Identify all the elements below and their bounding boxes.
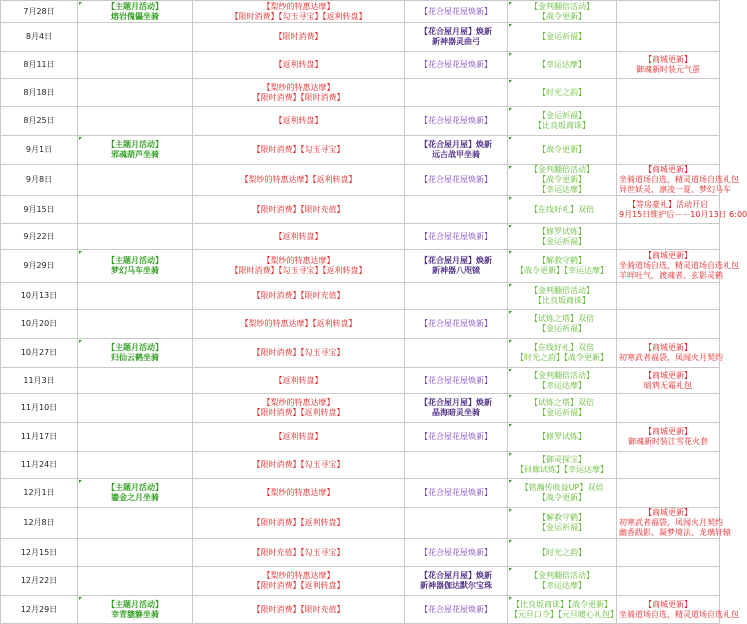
activity-cell: [508, 394, 617, 423]
promo-cell: [193, 567, 405, 596]
theme-cell: [78, 423, 193, 452]
shop-line: 坐骑道场自选，精灵道场自选礼包: [619, 261, 739, 270]
promo-line: 【返利转盘】: [274, 432, 323, 441]
activity-line: 【金判翻倍活动】: [530, 165, 594, 174]
date-cell: 11月10日: [1, 394, 78, 423]
theme-line: 归仙云鹤坐骑: [111, 353, 159, 362]
theme-cell: [78, 250, 193, 283]
promo-line: 【梨纱的特惠达摩】: [262, 256, 335, 265]
theme-cell: [78, 107, 193, 136]
shop-line: 【商城更新】: [644, 251, 692, 260]
theme-cell: [78, 394, 193, 423]
flower-line: 【花合屋花屋焕新】: [420, 547, 492, 557]
theme-line: 【主题月活动】: [107, 1, 163, 11]
flower-line: 【花合屋花屋焕新】: [420, 116, 492, 125]
date-cell: 12月8日: [1, 508, 78, 539]
flower-cell: [405, 394, 508, 423]
activity-line: 【金判翻倍活动】: [530, 1, 594, 11]
activity-line: 【战令更新】: [538, 493, 586, 502]
flower-line: 【花合屋月屋】焕新: [420, 256, 492, 265]
shop-cell: [617, 165, 739, 196]
flower-cell: [405, 107, 508, 136]
theme-cell: [78, 165, 193, 196]
shop-cell: [617, 452, 720, 479]
promo-cell: [193, 368, 405, 394]
activity-cell: [508, 596, 617, 624]
shop-cell: [617, 567, 720, 596]
date-cell: 11月24日: [1, 452, 78, 479]
flower-cell: [405, 452, 508, 479]
flower-cell: [405, 283, 508, 310]
shop-cell: [617, 394, 720, 423]
activity-line: 【幸运达摩】: [538, 60, 586, 69]
shop-cell: [617, 1, 720, 23]
shop-line: 【商城更新】: [644, 343, 692, 352]
flower-cell: [405, 224, 508, 250]
promo-line: 【梨纱的特惠达摩】: [262, 571, 335, 580]
activity-line: 【幸运达摩】: [538, 185, 586, 194]
shop-line: 【商城更新】: [644, 55, 692, 64]
activity-line: 【幸运达摩】: [538, 380, 586, 390]
shop-line: 初寒武者福袋，凤闻火月契约: [619, 518, 723, 527]
promo-line: 【限时消费】【勾玉寻宝】【返利转盘】: [230, 11, 367, 21]
shop-cell: [617, 539, 720, 567]
shop-cell: [617, 508, 731, 539]
activity-line: 【修罗试炼】: [538, 226, 586, 236]
theme-cell: [78, 539, 193, 567]
promo-line: 【限时消费】【勾玉寻宝】: [252, 145, 345, 154]
promo-line: 【梨纱的特惠达摩】: [262, 398, 335, 407]
activity-line: 【时光之韵】【战令更新】: [516, 353, 608, 362]
flower-line: 【花合屋花屋焕新】: [420, 60, 492, 69]
activity-cell: [508, 283, 617, 310]
promo-line: 【限时消费】【限时消费】: [252, 92, 345, 102]
promo-cell: [193, 596, 405, 624]
activity-line: 【解救守鹤】: [538, 256, 586, 265]
activity-cell: [508, 339, 617, 368]
schedule-body: [1, 1, 747, 624]
shop-line: 【商城更新】: [644, 165, 692, 174]
flower-line: 【花合屋花屋焕新】: [420, 604, 492, 614]
promo-cell: [193, 394, 405, 423]
activity-cell: [508, 136, 617, 165]
date-cell: 12月15日: [1, 539, 78, 567]
date-cell: 8月18日: [1, 79, 78, 107]
table-row: [1, 250, 720, 283]
theme-cell: [78, 224, 193, 250]
activity-line: 【战令更新】: [538, 11, 586, 21]
activity-line: 【在线好礼】双倍: [530, 343, 594, 352]
date-cell: 9月29日: [1, 250, 78, 283]
shop-line: 【商城更新】: [644, 370, 692, 380]
promo-line: 【梨纱的特惠达摩】: [262, 1, 335, 11]
promo-line: 【返利转盘】: [274, 116, 323, 125]
theme-cell: [78, 508, 193, 539]
promo-cell: [193, 196, 405, 224]
promo-line: 【梨纱的特惠达摩】: [262, 82, 335, 92]
promo-cell: [193, 1, 405, 23]
table-row: [1, 339, 720, 368]
table-row: [1, 165, 720, 196]
flower-cell: [405, 23, 508, 52]
promo-line: 【限时消费】【限时充值】: [252, 604, 345, 614]
date-cell: 12月22日: [1, 567, 78, 596]
promo-line: 【返利转盘】: [274, 231, 323, 241]
activity-line: 【元旦口令】【元旦暖心礼包】: [510, 609, 618, 619]
flower-line: 新神器灵曲弓: [432, 37, 480, 46]
activity-line: 【金判翻倍活动】: [530, 370, 594, 380]
theme-cell: [78, 339, 193, 368]
shop-cell: [617, 196, 747, 224]
activity-cell: [508, 539, 617, 567]
promo-cell: [193, 479, 405, 508]
table-row: [1, 136, 720, 165]
table-row: [1, 567, 720, 596]
flower-line: 【花合屋花屋焕新】: [420, 319, 492, 328]
flower-cell: [405, 508, 508, 539]
shop-cell: [617, 52, 720, 79]
activity-line: 【在线好礼】双倍: [530, 204, 594, 214]
activity-line: 【金运祈福】: [538, 111, 586, 120]
theme-cell: [78, 596, 193, 624]
activity-line: 【回廊试炼】【幸运达摩】: [516, 465, 608, 474]
shop-line: 坐骑道场自选，精灵道场自选礼包: [619, 175, 739, 184]
theme-line: 【主题月活动】: [107, 343, 163, 352]
activity-cell: [508, 310, 617, 339]
shop-line: 幽香践影、凝梦境法、龙璃轩辕: [619, 528, 731, 537]
theme-cell: [78, 52, 193, 79]
theme-line: 梦幻马车坐骑: [111, 266, 159, 275]
shop-line: 坐骑道场自选，精灵道场自选礼包: [619, 609, 739, 619]
promo-line: 【返利转盘】: [274, 375, 323, 385]
promo-cell: [193, 52, 405, 79]
activity-line: 【战令更新】【幸运达摩】: [516, 266, 608, 275]
table-row: [1, 508, 720, 539]
table-row: [1, 423, 720, 452]
flower-line: 【花合屋月屋】焕新: [420, 27, 492, 36]
promo-line: 【限时充值】【勾玉寻宝】: [252, 547, 345, 557]
activity-line: 【战令更新】: [538, 145, 586, 154]
promo-cell: [193, 107, 405, 136]
activity-cell: [508, 79, 617, 107]
promo-cell: [193, 339, 405, 368]
shop-line: 【商城更新】: [644, 427, 692, 436]
flower-cell: [405, 136, 508, 165]
activity-line: 【试炼之塔】双倍: [530, 398, 594, 407]
theme-cell: [78, 452, 193, 479]
shop-cell: [617, 310, 720, 339]
activity-cell: [508, 52, 617, 79]
activity-cell: [508, 452, 617, 479]
theme-line: 邪魂葫芦坐骑: [111, 150, 159, 159]
activity-cell: [508, 508, 617, 539]
promo-line: 【梨纱的特惠达摩】【返利转盘】: [240, 175, 357, 184]
table-row: [1, 394, 720, 423]
shop-line: 御魂新时装江雪花火套: [628, 437, 708, 446]
flower-cell: [405, 196, 508, 224]
promo-cell: [193, 539, 405, 567]
activity-line: 【比良坂商诛】【战令更新】: [512, 599, 612, 609]
flower-cell: [405, 165, 508, 196]
flower-line: 【花合屋月屋】焕新: [420, 571, 492, 580]
activity-line: 【战令更新】: [538, 175, 586, 184]
table-row: [1, 1, 720, 23]
activity-cell: [508, 107, 617, 136]
shop-line: 【商城更新】: [644, 599, 692, 609]
date-cell: 11月3日: [1, 368, 78, 394]
flower-line: 【花合屋花屋焕新】: [420, 488, 492, 497]
flower-line: 【花合屋花屋焕新】: [420, 432, 492, 441]
flower-line: 晶海暗灵坐骑: [432, 408, 480, 417]
theme-line: 【主题月活动】: [107, 483, 163, 492]
promo-cell: [193, 23, 405, 52]
table-row: [1, 23, 720, 52]
activity-line: 【金运祈福】: [538, 324, 586, 333]
flower-line: 【花合屋花屋焕新】: [420, 175, 492, 184]
promo-line: 【限时消费】【返利转盘】: [252, 581, 345, 590]
flower-cell: [405, 310, 508, 339]
activity-line: 【幸运达摩】: [538, 581, 586, 590]
date-cell: 11月17日: [1, 423, 78, 452]
promo-line: 【限时消费】【返利转盘】: [252, 518, 345, 527]
promo-line: 【返利转盘】: [274, 60, 323, 69]
date-cell: 12月1日: [1, 479, 78, 508]
date-cell: 9月22日: [1, 224, 78, 250]
date-cell: 12月29日: [1, 596, 78, 624]
flower-cell: [405, 1, 508, 23]
table-row: [1, 539, 720, 567]
flower-cell: [405, 423, 508, 452]
activity-line: 【修罗试炼】: [538, 432, 586, 441]
flower-line: 【花合屋月屋】焕新: [420, 398, 492, 407]
date-cell: 8月11日: [1, 52, 78, 79]
activity-line: 【比良坂商诛】: [534, 296, 590, 305]
flower-cell: [405, 539, 508, 567]
shop-line: 羊咩吐气、渡魂者、玄影灵鹤: [619, 271, 723, 280]
shop-cell: [617, 23, 720, 52]
shop-cell: [617, 596, 739, 624]
activity-cell: [508, 368, 617, 394]
theme-line: 【主题月活动】: [107, 140, 163, 149]
activity-line: 【金判翻倍活动】: [530, 571, 594, 580]
activity-line: 【金运祈福】: [538, 32, 586, 41]
activity-line: 【解救守鹤】: [538, 513, 586, 522]
theme-line: 鎏金之月坐骑: [111, 493, 159, 502]
activity-cell: [508, 567, 617, 596]
activity-cell: [508, 23, 617, 52]
shop-cell: [617, 136, 720, 165]
theme-cell: [78, 136, 193, 165]
promo-line: 【梨纱的特惠达摩】: [262, 488, 335, 497]
activity-line: 【时光之韵】: [538, 87, 586, 97]
theme-cell: [78, 1, 193, 23]
activity-cell: [508, 1, 617, 23]
theme-cell: [78, 567, 193, 596]
theme-line: 【主题月活动】: [107, 256, 163, 265]
shop-cell: [617, 107, 720, 136]
shop-cell: [617, 423, 720, 452]
date-cell: 7月28日: [1, 1, 78, 23]
promo-line: 【梨纱的特惠达摩】【返利转盘】: [240, 319, 357, 328]
theme-cell: [78, 23, 193, 52]
shop-line: 初寒武者福袋，凤闻火月契约: [619, 353, 723, 362]
promo-cell: [193, 310, 405, 339]
flower-line: 新神器伽达默尔宝珠: [420, 581, 492, 590]
flower-cell: [405, 567, 508, 596]
date-cell: 8月4日: [1, 23, 78, 52]
flower-cell: [405, 250, 508, 283]
date-cell: 10月27日: [1, 339, 78, 368]
date-cell: 8月25日: [1, 107, 78, 136]
shop-line: 【等房豪礼】活动开启: [628, 199, 708, 209]
flower-line: 【花合屋花屋焕新】: [420, 375, 492, 385]
shop-line: 异世妖灵、凛凌一夏、梦幻马车: [619, 185, 731, 194]
promo-line: 【限时消费】【限时充值】: [252, 291, 345, 300]
activity-line: 【金运祈福】: [538, 523, 586, 532]
promo-cell: [193, 250, 405, 283]
promo-cell: [193, 136, 405, 165]
date-cell: 9月8日: [1, 165, 78, 196]
flower-cell: [405, 596, 508, 624]
promo-line: 【限时消费】【勾玉寻宝】: [252, 460, 345, 469]
shop-cell: [617, 283, 720, 310]
shop-cell: [617, 339, 723, 368]
activity-line: 【试炼之塔】双倍: [530, 314, 594, 323]
promo-line: 【限时消费】【限时充值】: [252, 204, 345, 214]
date-cell: 10月13日: [1, 283, 78, 310]
activity-line: 【铭瀚传收益UP】双倍: [520, 483, 604, 492]
flower-line: 【花合屋月屋】焕新: [420, 140, 492, 149]
shop-line: 御魂新时装元气蛋: [636, 65, 700, 74]
theme-cell: [78, 368, 193, 394]
table-row: [1, 196, 720, 224]
promo-cell: [193, 452, 405, 479]
table-row: [1, 452, 720, 479]
activity-line: 【比良坂商诛】: [534, 121, 590, 130]
table-row: [1, 310, 720, 339]
promo-line: 【限时消费】: [274, 32, 323, 41]
table-row: [1, 107, 720, 136]
activity-cell: [508, 196, 617, 224]
flower-line: 【花合屋花屋焕新】: [420, 231, 492, 241]
promo-cell: [193, 283, 405, 310]
date-cell: 10月20日: [1, 310, 78, 339]
table-row: [1, 79, 720, 107]
theme-cell: [78, 283, 193, 310]
promo-cell: [193, 79, 405, 107]
activity-cell: [508, 165, 617, 196]
flower-line: 【花合屋花屋焕新】: [420, 6, 492, 16]
theme-line: 幸青貔貅坐骑: [111, 609, 159, 619]
shop-cell: [617, 224, 720, 250]
shop-line: 【商城更新】: [644, 508, 692, 517]
table-row: [1, 596, 720, 624]
activity-line: 【时光之韵】: [538, 547, 586, 557]
shop-cell: [617, 250, 739, 283]
promo-cell: [193, 165, 405, 196]
activity-cell: [508, 423, 617, 452]
flower-cell: [405, 368, 508, 394]
table-row: [1, 52, 720, 79]
theme-cell: [78, 479, 193, 508]
activity-cell: [508, 224, 617, 250]
flower-cell: [405, 479, 508, 508]
shop-cell: [617, 368, 720, 394]
shop-cell: [617, 479, 720, 508]
flower-line: 远古战甲坐骑: [432, 150, 480, 159]
shop-line: 9月15日维护后－－10月13日 6:00: [619, 209, 747, 219]
shop-cell: [617, 79, 720, 107]
date-cell: 9月15日: [1, 196, 78, 224]
activity-line: 【御灵探宝】: [538, 455, 586, 464]
flower-cell: [405, 339, 508, 368]
table-row: [1, 224, 720, 250]
promo-line: 【限时消费】【勾玉寻宝】: [252, 348, 345, 357]
table-row: [1, 283, 720, 310]
activity-cell: [508, 479, 617, 508]
flower-cell: [405, 52, 508, 79]
shop-line: 暗鸩无霜礼包: [644, 380, 692, 390]
promo-line: 【限时消费】【勾玉寻宝】【返利转盘】: [230, 266, 367, 275]
flower-line: 新神器八咫镜: [432, 266, 480, 275]
theme-line: 熔岩傀儡坐骑: [111, 11, 159, 21]
activity-cell: [508, 250, 617, 283]
promo-cell: [193, 423, 405, 452]
date-cell: 9月1日: [1, 136, 78, 165]
promo-cell: [193, 224, 405, 250]
theme-line: 【主题月活动】: [107, 599, 163, 609]
activity-line: 【金判翻倍活动】: [530, 286, 594, 295]
table-row: [1, 479, 720, 508]
theme-cell: [78, 310, 193, 339]
table-row: [1, 368, 720, 394]
theme-cell: [78, 79, 193, 107]
promo-cell: [193, 508, 405, 539]
promo-line: 【限时消费】【返利转盘】: [252, 408, 345, 417]
theme-cell: [78, 196, 193, 224]
activity-line: 【金运祈福】: [538, 408, 586, 417]
flower-cell: [405, 79, 508, 107]
activity-line: 【金运祈福】: [538, 236, 586, 246]
